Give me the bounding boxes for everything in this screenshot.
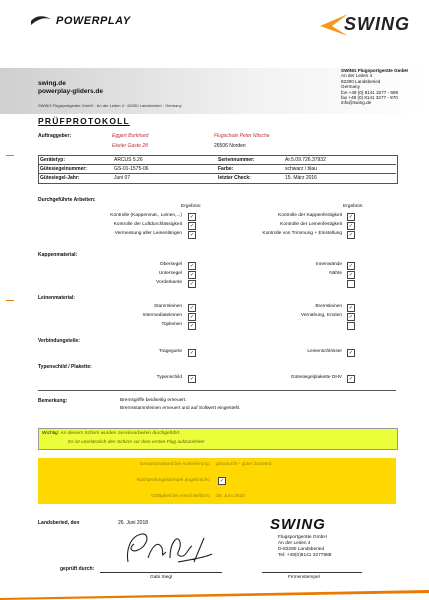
powerplay-logo-text: POWERPLAY: [56, 15, 131, 27]
typen-item: Typenschild: [156, 375, 182, 380]
stamp-logo: SWING: [270, 516, 326, 533]
address-line: An der Leiten 4: [341, 73, 373, 79]
address-line: 82290 Landsberied: [341, 78, 381, 84]
stamp-line-rule: [262, 572, 362, 573]
signature-date: 26. Juni 2018: [118, 520, 149, 526]
status-label: Gesamtzustand bei Auslieferung:: [139, 462, 210, 467]
work-item: Kontrolle der Leinenfestigkeit: [280, 222, 342, 227]
device-label: Gütesiegel-Jahr:: [40, 175, 80, 181]
work-item: Kontrolle der Luftdurchlässigkeit: [113, 222, 182, 227]
work-result-label: Ergebnis:: [343, 204, 364, 209]
work-item: Vermessung aller Leinenlängen: [114, 231, 182, 236]
work-result-label: Ergebnis:: [181, 204, 202, 209]
stamp-line: An der Leiten 4: [278, 541, 311, 546]
kappen-item: Nähte: [329, 271, 342, 276]
kappen-item: Untersegel: [158, 271, 182, 276]
device-value: Juni 07: [114, 175, 131, 181]
place-date-label: Landsberied, den: [38, 520, 80, 526]
swing-logo-text: SWING: [344, 14, 410, 34]
client-city: 26506 Norden: [214, 143, 246, 149]
checkbox[interactable]: ✓: [348, 231, 354, 238]
checked-by-label: geprüft durch:: [60, 566, 95, 572]
notice-label: Wichtig:: [42, 431, 60, 436]
checkbox[interactable]: ✓: [348, 349, 354, 356]
device-table-divider: [38, 164, 396, 165]
device-label: Gerätetyp:: [40, 157, 66, 163]
page-title: PRÜFPROTOKOLL: [38, 116, 130, 126]
address-line: fax +49 (0) 8141 3277 - 870: [341, 95, 398, 101]
kappen-item: Vorderkante: [156, 280, 182, 285]
checkbox[interactable]: ✓: [348, 213, 354, 220]
divider: [38, 390, 396, 391]
verbindung-title: Verbindungsteile:: [38, 338, 80, 344]
typen-title: Typenschild / Plakette:: [38, 364, 92, 370]
device-label: Seriennummer:: [218, 157, 255, 163]
checkbox[interactable]: ✓: [189, 262, 195, 269]
signer-name: Gabi Siegl: [150, 575, 173, 580]
client-school: Flugschule Peter Nitsche: [214, 133, 270, 139]
verbindung-item: Leinenschlösser: [307, 349, 342, 354]
notice-line: [42, 431, 181, 436]
fold-marker: [6, 155, 14, 156]
address-line: Germany: [341, 84, 360, 90]
checkbox[interactable]: ✓: [189, 222, 195, 229]
status-value: gebraucht - guter Zustand: [216, 462, 272, 467]
address-small: SWING Flugsportgeräte GmbH · An der Leiten 4 · 82290 Landsberied · Germany: [38, 103, 182, 108]
stamp-line: D-82290 Landsberied: [278, 547, 325, 552]
fold-marker: [6, 300, 14, 301]
signature-icon: [108, 528, 218, 568]
checkbox[interactable]: ✓: [189, 349, 195, 356]
notice-text: Es ist unerlässlich den Schirm vor dem ersten Flug aufzuziehen!: [68, 440, 205, 445]
checkbox[interactable]: ✓: [348, 313, 354, 320]
checkbox[interactable]: ✓: [348, 271, 354, 278]
stamp-label: Firmenstempel: [288, 575, 320, 580]
remarks-label: Bemerkung:: [38, 398, 68, 404]
site-swing: swing.de: [38, 80, 66, 87]
address-line: info@swing.de: [341, 100, 372, 106]
signature-line: [100, 572, 222, 573]
status-label: Nachprüfungsstempel angebracht:: [136, 478, 210, 483]
checkbox[interactable]: ✓: [189, 213, 195, 220]
leinen-item: Bremsleinen: [315, 304, 342, 309]
work-item: Kontrolle von Trimmung + Einstellung: [262, 231, 342, 236]
leinen-item: Vernähung, Knoten: [300, 313, 342, 318]
device-value: Ar.5.09.726.37932: [285, 157, 326, 163]
checkbox[interactable]: ✓: [189, 375, 195, 382]
status-value: 26. Juni 2020: [216, 494, 245, 499]
client-street: Ekeler Gaste 28: [112, 143, 148, 149]
swing-logo: [318, 12, 418, 38]
stamp-block: [278, 535, 331, 559]
checkbox[interactable]: ✓: [219, 477, 225, 484]
device-value: 15. März 2016: [285, 175, 317, 181]
checkbox[interactable]: [347, 280, 355, 288]
checkbox[interactable]: ✓: [348, 262, 354, 269]
client-name: Eggert Burkhard: [112, 133, 149, 139]
remarks-line: Bremsgriffe beidseitig erneuert.: [120, 398, 187, 403]
leinen-item: Stammleinen: [154, 304, 182, 309]
powerplay-logo: [30, 14, 131, 28]
checkbox[interactable]: ✓: [348, 304, 354, 311]
work-item: Kontrolle (Kappenmat., Leinen,...): [110, 213, 182, 218]
device-value: GS-01-1575-06: [114, 166, 149, 172]
checkbox[interactable]: ✓: [189, 280, 195, 287]
powerplay-mark-icon: [30, 14, 52, 28]
device-value: schwarz / blau: [285, 166, 317, 172]
device-table-divider: [38, 173, 396, 174]
checkbox[interactable]: ✓: [189, 313, 195, 320]
checkbox[interactable]: ✓: [189, 231, 195, 238]
address-line: fon +49 (0) 8141 3277 - 888: [341, 89, 399, 95]
leinen-item: Intermediateleinen: [142, 313, 182, 318]
checkbox[interactable]: ✓: [189, 322, 195, 329]
device-label: Farbe:: [218, 166, 234, 172]
verbindung-item: Tragegurte: [158, 349, 182, 354]
stamp-line: Tel: +49(0)8141 3277888: [278, 553, 332, 558]
status-label: Gültigkeit bis einschließlich:: [151, 494, 210, 499]
leinen-item: Topleinen: [161, 322, 182, 327]
checkbox[interactable]: ✓: [348, 222, 354, 229]
device-label: letzter Check:: [218, 175, 251, 181]
site-powerplay: powerplay-gliders.de: [38, 88, 104, 95]
client-label: Auftraggeber:: [38, 133, 72, 139]
work-title: Durchgeführte Arbeiten:: [38, 197, 96, 203]
address-line: SWING Flugsportgeräte GmbH: [341, 68, 408, 73]
address-block: [341, 68, 408, 106]
checkbox[interactable]: ✓: [189, 304, 195, 311]
device-value: ARCUS 5.26: [114, 157, 143, 163]
remarks-line: Bremsstammleinen erneuert und auf Sollwert eingestellt.: [120, 406, 241, 411]
notice-text: An diesem Schirm wurden Servicearbeiten durchgeführt.: [60, 431, 181, 436]
leinen-title: Leinenmaterial:: [38, 295, 75, 301]
checkbox[interactable]: ✓: [189, 271, 195, 278]
kappen-title: Kappenmaterial:: [38, 252, 78, 258]
work-item: Kontrolle der Kappenfestigkeit: [278, 213, 342, 218]
checkbox[interactable]: ✓: [348, 375, 354, 382]
device-label: Gütesiegelnummer:: [40, 166, 87, 172]
footer-swoosh-icon: [0, 588, 429, 600]
kappen-item: Innenwände: [315, 262, 342, 267]
kappen-item: Obersegel: [159, 262, 182, 267]
typen-item: Gütesiegelplakette DHV: [290, 375, 342, 380]
checkbox[interactable]: [347, 322, 355, 330]
stamp-line: Flugsportgeräte GmbH: [278, 535, 327, 540]
